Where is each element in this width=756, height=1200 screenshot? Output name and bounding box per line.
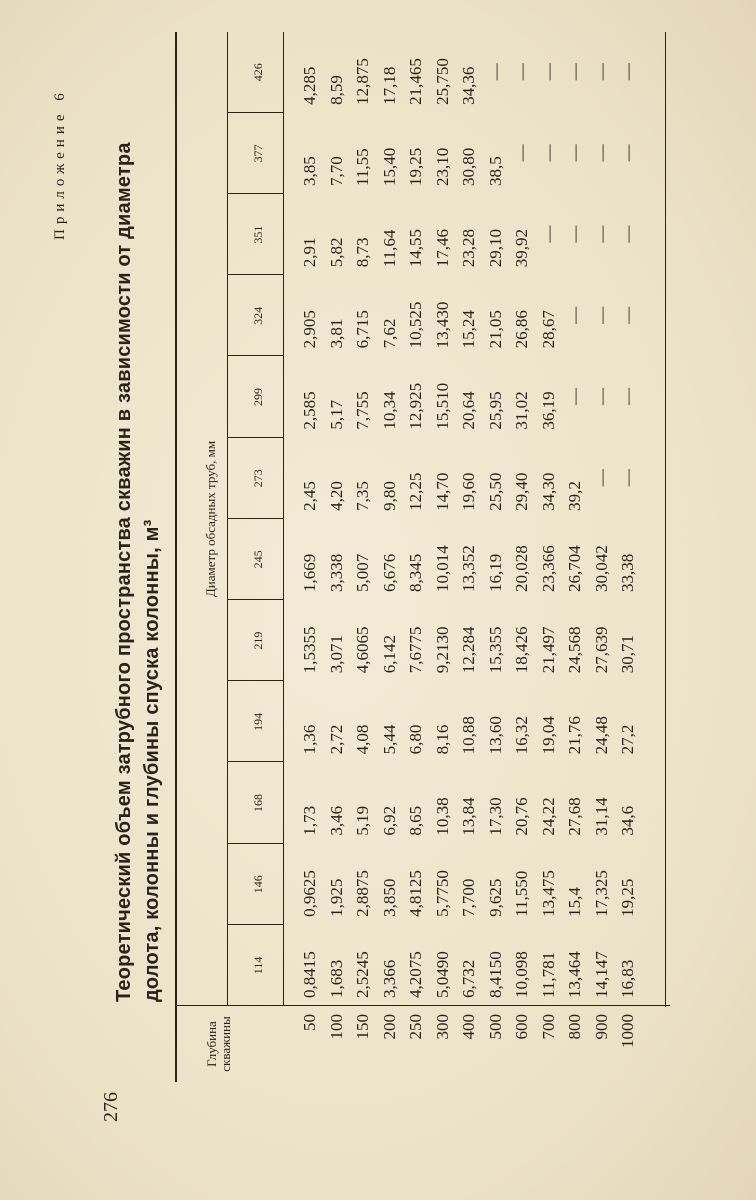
- table-cell: 15,355: [485, 626, 505, 674]
- table-cell: 13,430: [432, 301, 452, 349]
- table-cell: 13,352: [459, 545, 478, 592]
- table-cell: 1,925: [326, 878, 346, 917]
- table-cell: 5,44: [379, 724, 399, 755]
- table-cell: 11,55: [353, 148, 372, 186]
- table-cell: —: [591, 388, 611, 405]
- column-header-219: 219: [251, 631, 265, 650]
- depth-value: 700: [538, 1014, 558, 1040]
- table-cell: 6,676: [379, 553, 399, 592]
- table-cell: 2,8875: [353, 870, 372, 917]
- table-cell: 4,6065: [353, 626, 372, 674]
- table-cell: 5,17: [326, 399, 346, 430]
- table-cell: 16,32: [512, 716, 531, 755]
- table-cell: —: [565, 144, 584, 162]
- table-cell: 1,36: [300, 724, 319, 755]
- table-cell: 25,750: [432, 58, 452, 105]
- table-cell: 9,2130: [432, 626, 452, 674]
- table-cell: 5,0490: [432, 951, 452, 998]
- table-cell: 15,40: [379, 147, 399, 186]
- table-cell: 3,366: [379, 959, 399, 998]
- table-cell: 12,875: [353, 58, 372, 105]
- table-cell: 15,510: [432, 382, 452, 430]
- table-cell: 21,76: [565, 716, 584, 755]
- table-cell: 16,19: [485, 553, 505, 592]
- table-cell: 31,14: [591, 797, 611, 836]
- table-cell: 17,30: [485, 797, 505, 836]
- table-cell: 3,81: [326, 318, 346, 349]
- table-cell: 7,62: [379, 318, 399, 349]
- diameter-group-header: Диаметр обсадных труб, мм: [203, 440, 218, 598]
- column-header-351: 351: [251, 225, 265, 244]
- column-header-rule: [283, 32, 284, 1006]
- table-cell: 8,16: [432, 724, 452, 755]
- table-cell: 4,8125: [406, 870, 425, 917]
- table-cell: 6,715: [353, 310, 372, 349]
- table-cell: 24,22: [538, 797, 558, 836]
- column-header-273: 273: [251, 469, 265, 488]
- table-cell: —: [565, 63, 584, 81]
- table-cell: 3,071: [326, 634, 346, 674]
- table-cell: 29,40: [512, 472, 531, 511]
- table-cell: 1,669: [300, 553, 319, 592]
- table-cell: 2,72: [326, 724, 346, 755]
- table-cell: —: [538, 144, 558, 162]
- table-cell: 9,625: [485, 878, 505, 917]
- table-cell: 1,5355: [300, 626, 319, 674]
- depth-value: 900: [591, 1014, 611, 1040]
- table-cell: —: [591, 469, 611, 487]
- table-cell: 23,366: [538, 545, 558, 592]
- table-cell: 16,83: [618, 959, 637, 998]
- table-cell: 39,2: [565, 481, 584, 511]
- table-cell: 4,08: [353, 724, 372, 755]
- table-cell: 34,6: [618, 805, 637, 836]
- table-cell: 6,80: [406, 724, 425, 755]
- depth-value: 1000: [618, 1014, 637, 1048]
- table-cell: 6,732: [459, 959, 478, 998]
- table-cell: 15,4: [565, 887, 584, 917]
- table-cell: 39,92: [512, 228, 531, 268]
- table-title: Теоретический объем затрубного пространства скважин в зависимости от диаметра долота, колонны и глубины спуска колонны, м³: [113, 142, 163, 1002]
- table-cell: 4,2075: [406, 951, 425, 998]
- table-cell: 34,36: [459, 66, 478, 105]
- table-cell: 38,5: [485, 156, 505, 186]
- table-cell: —: [485, 63, 505, 81]
- table-cell: 10,098: [512, 951, 531, 998]
- column-header-245: 245: [251, 550, 265, 569]
- table-cell: 2,45: [300, 481, 319, 511]
- column-header-114: 114: [251, 956, 265, 975]
- page-number: 276: [100, 1092, 122, 1122]
- table-cell: 12,25: [406, 472, 425, 511]
- table-cell: 26,86: [512, 310, 531, 349]
- column-header-168: 168: [251, 794, 265, 813]
- column-header-324: 324: [251, 306, 265, 325]
- table-cell: 10,38: [432, 797, 452, 836]
- table-cell: —: [618, 388, 637, 405]
- table-cell: 24,48: [591, 716, 611, 755]
- group-header-rule: [227, 32, 228, 1006]
- table-cell: 19,04: [538, 716, 558, 755]
- depth-column-header: Глубина скважины: [204, 1016, 233, 1072]
- table-cell: 13,60: [485, 716, 505, 755]
- column-header-194: 194: [251, 712, 265, 731]
- table-cell: 21,497: [538, 626, 558, 674]
- table-cell: 12,925: [406, 382, 425, 430]
- table-cell: —: [591, 63, 611, 81]
- depth-value: 400: [459, 1014, 478, 1040]
- table-cell: 19,25: [406, 147, 425, 186]
- table-cell: 4,20: [326, 481, 346, 511]
- table-cell: 7,70: [326, 156, 346, 186]
- table-cell: 8,73: [353, 237, 372, 268]
- table-cell: —: [618, 144, 637, 162]
- table-cell: 5,82: [326, 237, 346, 268]
- table-cell: —: [538, 63, 558, 81]
- table-cell: —: [512, 144, 531, 162]
- depth-column-divider: [175, 1005, 670, 1006]
- table-cell: 13,84: [459, 797, 478, 836]
- table-cell: 25,95: [485, 391, 505, 430]
- table-cell: 11,781: [538, 951, 558, 998]
- table-cell: 29,10: [485, 228, 505, 268]
- table-cell: 20,64: [459, 391, 478, 430]
- table-cell: —: [565, 306, 584, 324]
- table-cell: 10,014: [432, 545, 452, 592]
- volume-table: [175, 32, 685, 1082]
- table-cell: 19,25: [618, 878, 637, 917]
- table-cell: 1,683: [326, 959, 346, 998]
- table-cell: 7,6775: [406, 626, 425, 674]
- table-cell: 7,35: [353, 481, 372, 511]
- table-cell: 20,76: [512, 797, 531, 836]
- table-cell: 5,7750: [432, 870, 452, 917]
- table-top-rule: [175, 32, 177, 1082]
- table-cell: 1,73: [300, 805, 319, 836]
- table-cell: 34,30: [538, 472, 558, 511]
- table-cell: 21,05: [485, 310, 505, 349]
- table-cell: 3,85: [300, 156, 319, 186]
- depth-value: 100: [326, 1014, 346, 1040]
- appendix-label: Приложение 6: [52, 88, 68, 240]
- depth-value: 50: [300, 1014, 319, 1031]
- table-cell: —: [591, 225, 611, 243]
- table-cell: 13,475: [538, 870, 558, 917]
- table-cell: 24,568: [565, 626, 584, 674]
- table-cell: —: [618, 225, 637, 243]
- table-cell: 7,755: [353, 391, 372, 430]
- table-cell: —: [618, 469, 637, 487]
- table-cell: 27,639: [591, 626, 611, 674]
- depth-value: 300: [432, 1014, 452, 1040]
- table-cell: 11,64: [379, 229, 399, 268]
- depth-value: 250: [406, 1014, 425, 1040]
- column-header-299: 299: [251, 388, 265, 407]
- table-cell: 20,028: [512, 545, 531, 592]
- table-cell: 12,284: [459, 626, 478, 674]
- table-cell: —: [618, 306, 637, 324]
- table-cell: 3,850: [379, 878, 399, 917]
- table-cell: 23,28: [459, 228, 478, 268]
- depth-value: 500: [485, 1014, 505, 1040]
- table-cell: 10,88: [459, 716, 478, 755]
- column-header-377: 377: [251, 144, 265, 163]
- table-cell: 13,464: [565, 951, 584, 998]
- table-cell: 10,525: [406, 301, 425, 349]
- table-cell: 15,24: [459, 310, 478, 349]
- table-cell: 7,700: [459, 878, 478, 917]
- depth-value: 200: [379, 1014, 399, 1040]
- table-cell: —: [618, 63, 637, 81]
- table-cell: 27,68: [565, 797, 584, 836]
- table-cell: —: [565, 225, 584, 243]
- table-cell: 6,142: [379, 634, 399, 674]
- table-cell: 2,5245: [353, 951, 372, 998]
- table-cell: 4,285: [300, 66, 319, 105]
- table-cell: 8,345: [406, 553, 425, 592]
- table-cell: 9,80: [379, 481, 399, 511]
- table-cell: 36,19: [538, 391, 558, 430]
- header-bottom-rule: [665, 32, 666, 1007]
- table-cell: 31,02: [512, 391, 531, 430]
- table-cell: —: [565, 388, 584, 405]
- table-cell: 8,4150: [485, 951, 505, 998]
- table-cell: 30,71: [618, 634, 637, 674]
- table-cell: 23,10: [432, 147, 452, 186]
- table-cell: 11,550: [512, 870, 531, 917]
- depth-value: 800: [565, 1014, 584, 1040]
- table-cell: 17,46: [432, 228, 452, 268]
- table-cell: 0,8415: [300, 951, 319, 998]
- table-cell: 18,426: [512, 626, 531, 674]
- table-cell: 3,46: [326, 805, 346, 836]
- table-cell: —: [512, 63, 531, 81]
- table-cell: 2,585: [300, 391, 319, 430]
- table-cell: 14,147: [591, 951, 611, 998]
- table-cell: 30,042: [591, 545, 611, 592]
- table-cell: 21,465: [406, 58, 425, 105]
- table-cell: 33,38: [618, 553, 637, 592]
- table-cell: 2,905: [300, 310, 319, 349]
- table-cell: 14,70: [432, 472, 452, 511]
- table-cell: 26,704: [565, 545, 584, 592]
- table-cell: 17,325: [591, 870, 611, 917]
- table-cell: 28,67: [538, 310, 558, 349]
- table-cell: 25,50: [485, 472, 505, 511]
- column-header-146: 146: [251, 875, 265, 894]
- table-cell: —: [591, 144, 611, 162]
- table-cell: 10,34: [379, 391, 399, 430]
- table-cell: 0,9625: [300, 870, 319, 917]
- table-cell: 17,18: [379, 66, 399, 105]
- table-cell: —: [538, 225, 558, 243]
- table-cell: 6,92: [379, 805, 399, 836]
- depth-value: 150: [353, 1014, 372, 1040]
- table-cell: 8,59: [326, 75, 346, 105]
- table-cell: 3,338: [326, 553, 346, 592]
- column-header-426: 426: [251, 63, 265, 82]
- table-cell: 30,80: [459, 147, 478, 186]
- table-cell: 8,65: [406, 805, 425, 836]
- table-cell: 19,60: [459, 472, 478, 511]
- table-cell: 2,91: [300, 237, 319, 268]
- depth-value: 600: [512, 1014, 531, 1040]
- table-cell: —: [591, 306, 611, 324]
- table-cell: 27,2: [618, 724, 637, 755]
- table-cell: 5,19: [353, 805, 372, 836]
- table-cell: 5,007: [353, 553, 372, 592]
- table-cell: 14,55: [406, 228, 425, 268]
